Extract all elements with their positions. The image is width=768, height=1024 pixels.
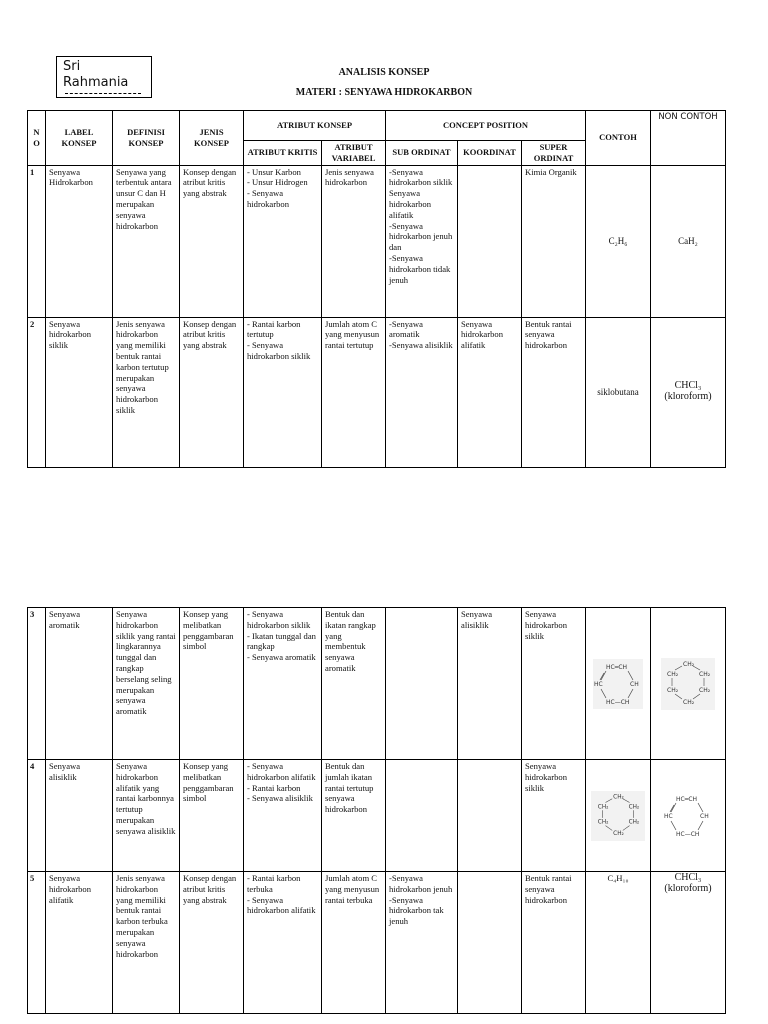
benzene-left-label: HC bbox=[594, 680, 603, 688]
table-row bbox=[28, 317, 726, 467]
benzene-bottom-label: HC—CH bbox=[606, 698, 630, 706]
svg-text:CH₂: CH₂ bbox=[699, 670, 711, 678]
row-label: Senyawa aromatik bbox=[46, 608, 113, 760]
header-noncontoh: NON CONTOH bbox=[651, 111, 726, 166]
header-variabel: ATRIBUT VARIABEL bbox=[322, 141, 386, 166]
row-noncontoh: CaH₂ bbox=[651, 165, 726, 317]
row-contoh: siklobutana bbox=[586, 317, 651, 467]
row-definisi: Jenis senyawa hidrokarbon yang memiliki bentuk rantai karbon terbuka merupakan senyawa hidrokarbon bbox=[113, 872, 180, 1014]
row-variabel: Jenis senyawa hidrokarbon bbox=[322, 165, 386, 317]
svg-text:CH₂: CH₂ bbox=[667, 670, 679, 678]
svg-text:CH₂: CH₂ bbox=[683, 660, 695, 668]
row-variabel: Jumlah atom C yang menyusun rantai terbuka bbox=[322, 872, 386, 1014]
header-atribut: ATRIBUT KONSEP bbox=[244, 111, 386, 141]
benzene-structure-icon bbox=[593, 659, 643, 709]
row-label: Senyawa hidrokarbon siklik bbox=[46, 317, 113, 467]
cyclohexane-structure-icon bbox=[591, 791, 645, 841]
svg-text:HC: HC bbox=[664, 812, 673, 820]
svg-text:CH₂: CH₂ bbox=[699, 686, 711, 694]
header-position: CONCEPT POSITION bbox=[386, 111, 586, 141]
row-definisi: Senyawa yang terbentuk antara unsur C dan H merupakan senyawa hidrokarbon bbox=[113, 165, 180, 317]
row-kritis: - Senyawa hidrokarbon siklik - Ikatan tunggal dan rangkap - Senyawa aromatik bbox=[244, 608, 322, 760]
row-koordinat bbox=[458, 760, 522, 872]
document-subtitle: MATERI : SENYAWA HIDROKARBON bbox=[295, 87, 473, 98]
header-jenis: JENIS KONSEP bbox=[180, 111, 244, 166]
row-variabel: Jumlah atom C yang menyusun rantai tertutup bbox=[322, 317, 386, 467]
row-noncontoh bbox=[651, 760, 726, 872]
header-definisi: DEFINISI KONSEP bbox=[113, 111, 180, 166]
concept-table-part-2 bbox=[27, 607, 726, 1014]
table-row bbox=[28, 760, 726, 872]
header-label: LABEL KONSEP bbox=[46, 111, 113, 166]
row-sub: -Senyawa hidrokarbon jenuh -Senyawa hidrokarbon tak jenuh bbox=[386, 872, 458, 1014]
row-definisi: Senyawa hidrokarbon alifatik yang rantai karbonnya tertutup merupakan senyawa alisiklik bbox=[113, 760, 180, 872]
row-super: Senyawa hidrokarbon siklik bbox=[522, 608, 586, 760]
svg-text:CH₂: CH₂ bbox=[628, 803, 640, 810]
header-sub: SUB ORDINAT bbox=[386, 141, 458, 166]
row-kritis: - Rantai karbon terbuka - Senyawa hidrokarbon alifatik bbox=[244, 872, 322, 1014]
row-jenis: Konsep dengan atribut kritis yang abstrak bbox=[180, 165, 244, 317]
benzene-right-label: CH bbox=[630, 680, 639, 688]
svg-text:CH₂: CH₂ bbox=[597, 819, 609, 826]
document-title: ANALISIS KONSEP bbox=[338, 67, 430, 78]
svg-text:CH₂: CH₂ bbox=[683, 698, 695, 706]
row-label: Senyawa hidrokarbon alifatik bbox=[46, 872, 113, 1014]
row-super: Senyawa hidrokarbon siklik bbox=[522, 760, 586, 872]
row-koordinat bbox=[458, 165, 522, 317]
svg-text:CH₂: CH₂ bbox=[597, 803, 609, 810]
row-kritis: - Unsur Karbon - Unsur Hidrogen - Senyawa hidrokarbon bbox=[244, 165, 322, 317]
row-super: Bentuk rantai senyawa hidrokarbon bbox=[522, 872, 586, 1014]
row-number: 5 bbox=[28, 872, 46, 1014]
svg-text:HC═CH: HC═CH bbox=[676, 795, 698, 803]
row-koordinat bbox=[458, 872, 522, 1014]
row-noncontoh bbox=[651, 608, 726, 760]
row-number: 4 bbox=[28, 760, 46, 872]
benzene-top-label: HC═CH bbox=[606, 663, 628, 671]
svg-text:CH₂: CH₂ bbox=[667, 686, 679, 694]
row-koordinat: Senyawa alisiklik bbox=[458, 608, 522, 760]
row-definisi: Jenis senyawa hidrokarbon yang memiliki bentuk rantai karbon tertutup merupakan senyawa hidrokarbon siklik bbox=[113, 317, 180, 467]
author-first-name: Sri bbox=[63, 59, 81, 74]
cyclohexane-structure-icon bbox=[661, 658, 715, 710]
table-row bbox=[28, 165, 726, 317]
header-super: SUPER ORDINAT bbox=[522, 141, 586, 166]
row-noncontoh: CHCl₃ (kloroform) bbox=[651, 872, 726, 1014]
row-sub bbox=[386, 608, 458, 760]
row-variabel: Bentuk dan jumlah ikatan rantai tertutup senyawa hidrokarbon bbox=[322, 760, 386, 872]
row-contoh: C₄H₁₀ bbox=[586, 872, 651, 1014]
row-contoh bbox=[586, 608, 651, 760]
row-sub: -Senyawa hidrokarbon siklik Senyawa hidrokarbon alifatik -Senyawa hidrokarbon jenuh dan -Senyawa hidrokarbon tidak jenuh bbox=[386, 165, 458, 317]
row-jenis: Konsep dengan atribut kritis yang abstrak bbox=[180, 872, 244, 1014]
header-contoh: CONTOH bbox=[586, 111, 651, 166]
row-super: Kimia Organik bbox=[522, 165, 586, 317]
row-definisi: Senyawa hidrokarbon siklik yang rantai lingkarannya tunggal dan rangkap berselang seling merupakan senyawa aromatik bbox=[113, 608, 180, 760]
concept-table-part-1 bbox=[27, 110, 726, 468]
row-number: 2 bbox=[28, 317, 46, 467]
row-sub: -Senyawa aromatik -Senyawa alisiklik bbox=[386, 317, 458, 467]
row-super: Bentuk rantai senyawa hidrokarbon bbox=[522, 317, 586, 467]
row-number: 3 bbox=[28, 608, 46, 760]
svg-text:CH₂: CH₂ bbox=[613, 830, 624, 837]
svg-text:CH₂: CH₂ bbox=[613, 794, 624, 801]
row-jenis: Konsep yang melibatkan penggambaran simbol bbox=[180, 608, 244, 760]
row-contoh bbox=[586, 760, 651, 872]
row-label: Senyawa alisiklik bbox=[46, 760, 113, 872]
author-last-name: Rahmania bbox=[63, 75, 129, 90]
benzene-structure-icon bbox=[663, 791, 713, 841]
row-kritis: - Rantai karbon tertutup - Senyawa hidrokarbon siklik bbox=[244, 317, 322, 467]
row-sub bbox=[386, 760, 458, 872]
row-noncontoh: CHCl₃ (kloroform) bbox=[651, 317, 726, 467]
row-jenis: Konsep dengan atribut kritis yang abstrak bbox=[180, 317, 244, 467]
row-jenis: Konsep yang melibatkan penggambaran simbol bbox=[180, 760, 244, 872]
table-row bbox=[28, 872, 726, 1014]
header-no: N O bbox=[28, 111, 46, 166]
svg-text:HC—CH: HC—CH bbox=[676, 830, 700, 838]
row-label: Senyawa Hidrokarbon bbox=[46, 165, 113, 317]
header-koordinat: KOORDINAT bbox=[458, 141, 522, 166]
svg-text:CH₂: CH₂ bbox=[628, 819, 640, 826]
row-number: 1 bbox=[28, 165, 46, 317]
row-koordinat: Senyawa hidrokarbon alifatik bbox=[458, 317, 522, 467]
row-variabel: Bentuk dan ikatan rangkap yang membentuk senyawa aromatik bbox=[322, 608, 386, 760]
table-row bbox=[28, 608, 726, 760]
header-kritis: ATRIBUT KRITIS bbox=[244, 141, 322, 166]
row-kritis: - Senyawa hidrokarbon alifatik - Rantai karbon - Senyawa alisiklik bbox=[244, 760, 322, 872]
row-contoh: C₂H₆ bbox=[586, 165, 651, 317]
svg-text:CH: CH bbox=[700, 812, 709, 820]
